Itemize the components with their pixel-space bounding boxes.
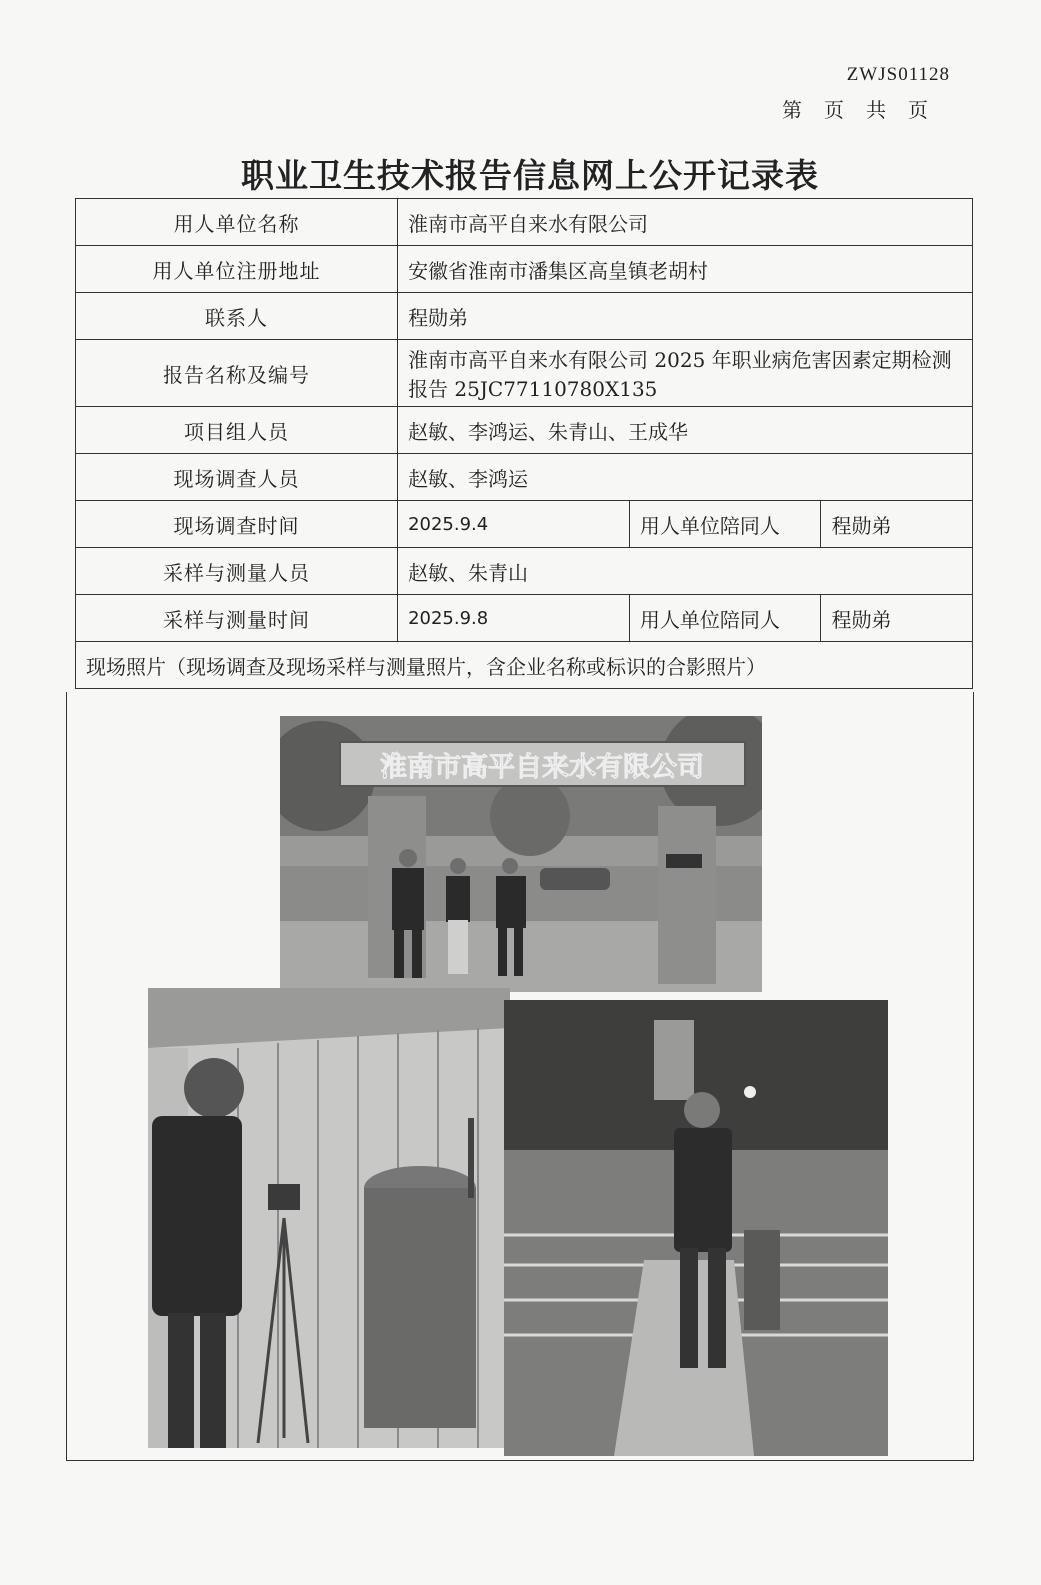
table-row [76,501,973,548]
table-row [76,340,973,407]
document-code: ZWJS01128 [846,64,950,85]
survey-staff-label: 现场调查人员 [76,454,398,501]
team-value: 赵敏、李鸿运、朱青山、王成华 [398,407,973,454]
sampling-time-label: 采样与测量时间 [76,595,398,642]
contact-value: 程勋弟 [398,293,973,340]
gate-group-photo [280,716,762,992]
record-table [75,198,973,689]
table-row [76,595,973,642]
employer-address-value: 安徽省淮南市潘集区高皇镇老胡村 [398,246,973,293]
report-value: 淮南市高平自来水有限公司 2025 年职业病危害因素定期检测报告 25JC77110780X135 [398,340,973,407]
contact-label: 联系人 [76,293,398,340]
table-row [76,199,973,246]
gate-sign-text: 淮南市高平自来水有限公司 [380,752,704,783]
table-row [76,407,973,454]
team-label: 项目组人员 [76,407,398,454]
table-row [76,246,973,293]
survey-time-value: 2025.9.4 [398,501,630,548]
survey-companion-value: 程勋弟 [821,501,973,548]
page-title: 职业卫生技术报告信息网上公开记录表 [241,156,819,195]
table-row [76,642,973,689]
employer-address-label: 用人单位注册地址 [76,246,398,293]
sampling-companion-value: 程勋弟 [821,595,973,642]
photos-heading: 现场照片（现场调查及现场采样与测量照片，含企业名称或标识的合影照片） [76,642,973,689]
sampling-photo [148,988,510,1448]
survey-staff-value: 赵敏、李鸿运 [398,454,973,501]
survey-companion-label: 用人单位陪同人 [629,501,821,548]
survey-time-label: 现场调查时间 [76,501,398,548]
table-row [76,454,973,501]
workshop-photo [504,1000,888,1456]
sampling-companion-label: 用人单位陪同人 [629,595,821,642]
table-row [76,548,973,595]
sampling-time-value: 2025.9.8 [398,595,630,642]
table-row [76,293,973,340]
employer-name-label: 用人单位名称 [76,199,398,246]
sampling-staff-label: 采样与测量人员 [76,548,398,595]
page-number-line: 第页共页 [782,98,950,122]
employer-name-value: 淮南市高平自来水有限公司 [398,199,973,246]
sampling-staff-value: 赵敏、朱青山 [398,548,973,595]
report-label: 报告名称及编号 [76,340,398,407]
